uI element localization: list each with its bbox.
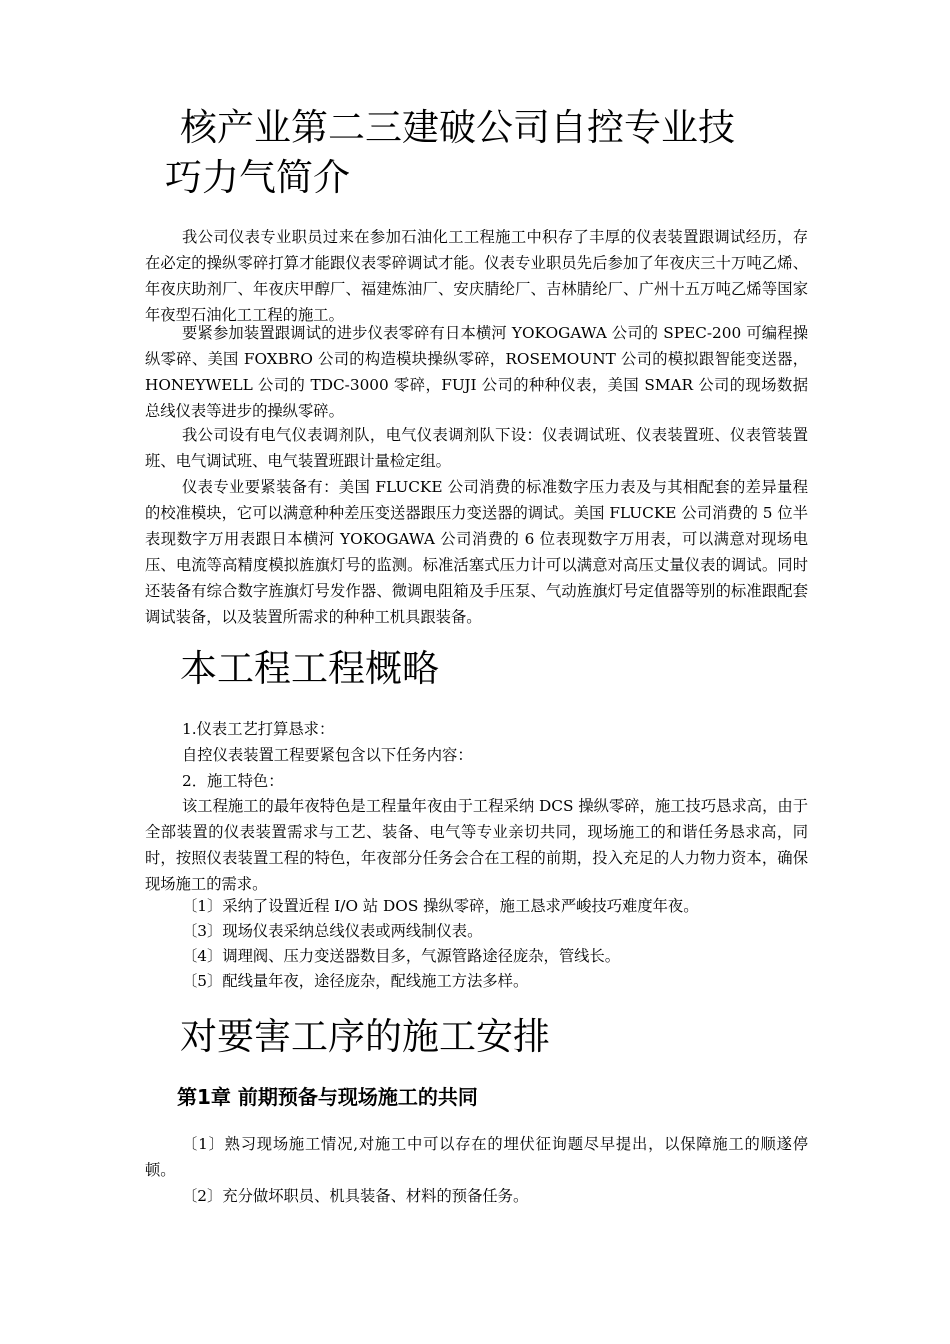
section-heading-project-overview: 本工程工程概略 <box>180 647 439 690</box>
section-heading-key-processes: 对要害工序的施工安排 <box>180 1015 550 1058</box>
intro-paragraph-3: 我公司设有电气仪表调剂队，电气仪表调剂队下设：仪表调试班、仪表装置班、仪表管装置班、电气调试班、电气装置班跟计量检定组。 <box>145 426 808 470</box>
feature-point: 〔5〕配线量年夜，途径庞杂，配线施工方法多样。 <box>182 972 529 990</box>
scope-text: 自控仪表装置工程要紧包含以下任务内容： <box>182 746 473 764</box>
chapter-heading: 第1章 前期预备与现场施工的共同 <box>177 1085 478 1109</box>
intro-paragraph-4: 仪表专业要紧装备有：美国 FLUCKE 公司消费的标准数字压力表及与其相配套的差异量程的校准模块，它可以满意种种差压变送器跟压力变送器的调试。美国 FLUCKE 公司消费的 5 位半表现数字万用表跟日本横河 YOKOGAWA 公司消费的 6 位表现数字万用表，可以满意对现场电压、电流等高精度模拟旌旗灯号的监测。标准活塞式压力计可以满意对高压丈量仪表的调试。同时还装备有综合数字旌旗灯号发作器、微调电阻箱及手压泵、气动旌旗灯号定值器等别的标准跟配套调试装备，以及装置所需求的种种工机具跟装备。 <box>145 478 808 626</box>
list-item-process-requirements: 1.仪表工艺打算恳求： <box>182 720 335 738</box>
feature-point: 〔3〕现场仪表采纳总线仪表或两线制仪表。 <box>182 922 483 940</box>
intro-paragraph-1: 我公司仪表专业职员过来在参加石油化工工程施工中积存了丰厚的仪表装置跟调试经历，存在必定的操纵零碎打算才能跟仪表零碎调试才能。仪表专业职员先后参加了年夜庆三十万吨乙烯、年夜庆助剂厂、年夜庆甲醇厂、福建炼油厂、安庆腈纶厂、吉林腈纶厂、广州十五万吨乙烯等国家年夜型石油化工工程的施工。 <box>145 228 808 324</box>
preparation-point: 〔1〕熟习现场施工情况,对施工中可以存在的埋伏征询题尽早提出，以保障施工的顺遂停顿。 <box>145 1135 808 1179</box>
features-paragraph: 该工程施工的最年夜特色是工程量年夜由于工程采纳 DCS 操纵零碎，施工技巧恳求高，由于全部装置的仪表装置需求与工艺、装备、电气等专业亲切共同，现场施工的和谐任务恳求高，同时，按照仪表装置工程的特色，年夜部分任务会合在工程的前期，投入充足的人力物力资本，确保现场施工的需求。 <box>145 797 808 893</box>
intro-paragraph-2: 要紧参加装置跟调试的进步仪表零碎有日本横河 YOKOGAWA 公司的 SPEC-200 可编程操纵零碎、美国 FOXBRO 公司的构造模块操纵零碎，ROSEMOUNT 公司的模拟跟智能变送器，HONEYWELL 公司的 TDC-3000 零碎，FUJI 公司的种种仪表，美国 SMAR 公司的现场数据总线仪表等进步的操纵零碎。 <box>145 324 808 420</box>
document-title-line-1: 核产业第二三建破公司自控专业技 <box>180 106 735 149</box>
preparation-point: 〔2〕充分做坏职员、机具装备、材料的预备任务。 <box>182 1187 529 1205</box>
document-title-line-2: 巧力气简介 <box>165 156 350 199</box>
list-item-construction-features: 2．施工特色： <box>182 772 284 790</box>
feature-point: 〔4〕调理阀、压力变送器数目多，气源管路途径庞杂，管线长。 <box>182 947 621 965</box>
feature-point: 〔1〕采纳了设置近程 I/O 站 DOS 操纵零碎，施工恳求严峻技巧难度年夜。 <box>182 897 699 915</box>
